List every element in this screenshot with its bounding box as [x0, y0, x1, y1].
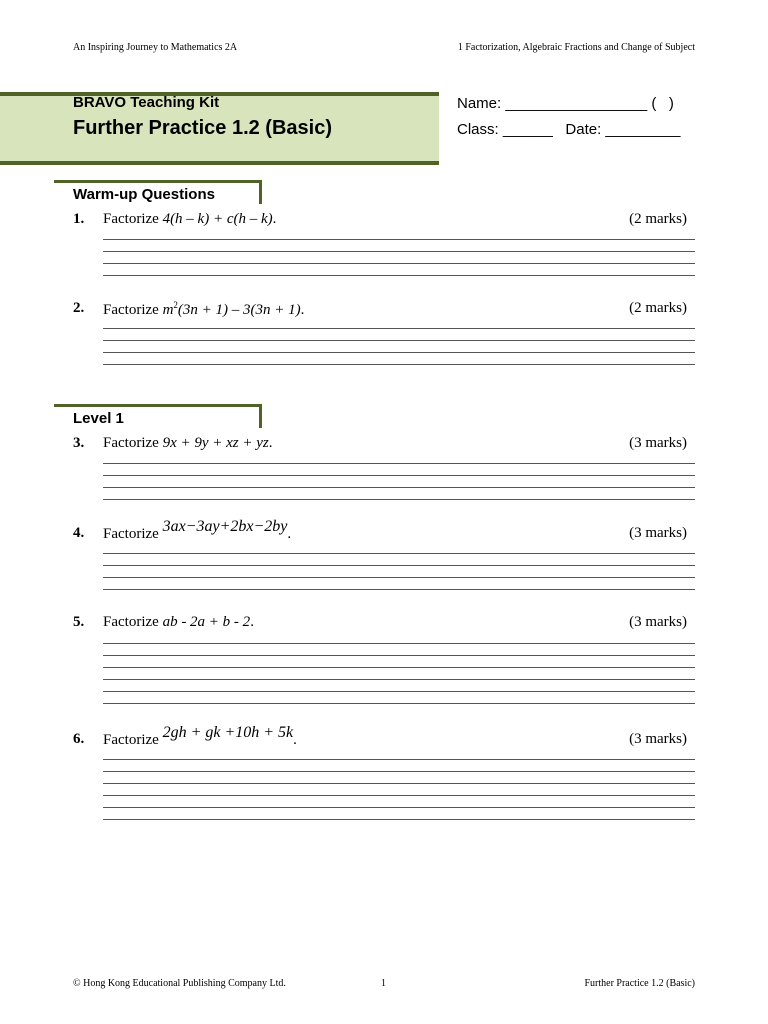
math-expression: (3n + 1) – 3(3n + 1)	[177, 302, 301, 318]
answer-lines[interactable]	[103, 542, 695, 590]
question-number: 1.	[73, 211, 85, 227]
running-header-right: 1 Factorization, Algebraic Fractions and Change of Subject	[457, 42, 695, 53]
math-expression: 3ax−3ay+2bx−2by	[162, 518, 288, 535]
question-text: Factorize 3ax−3ay+2bx−2by.	[103, 518, 292, 542]
question-text: Factorize $m^2(3n + 1) - 3(3n + 1)$.	[103, 300, 305, 318]
question-marks: (3 marks)	[629, 435, 687, 451]
question-number: 2.	[73, 300, 85, 316]
question-number: 3.	[73, 435, 85, 451]
question-number: 5.	[73, 614, 85, 630]
question-text: Factorize 4(h – k) + c(h – k).	[103, 211, 277, 227]
running-header-left: An Inspiring Journey to Mathematics 2A	[73, 42, 238, 53]
math-expression: 4(h – k) + c(h – k)	[162, 211, 273, 227]
math-expression: 9x + 9y + xz + yz	[162, 435, 269, 451]
question-number: 6.	[73, 731, 85, 747]
footer-copyright: © Hong Kong Educational Publishing Company Ltd.	[73, 978, 286, 989]
section-title-level1: Level 1	[73, 410, 124, 427]
question-marks: (2 marks)	[629, 300, 687, 316]
section-title-warmup: Warm-up Questions	[73, 186, 215, 203]
footer-title: Further Practice 1.2 (Basic)	[584, 978, 695, 989]
question-marks: (3 marks)	[629, 731, 687, 747]
class-date-field[interactable]: Class: ______ Date: _________	[457, 121, 681, 138]
question-text: Factorize ab - 2a + b - 2.	[103, 614, 254, 630]
answer-lines[interactable]	[103, 317, 695, 365]
answer-lines[interactable]	[103, 632, 695, 704]
math-expression: 2gh + gk +10h + 5k	[162, 724, 294, 741]
worksheet-title: Further Practice 1.2 (Basic)	[73, 117, 332, 139]
answer-lines[interactable]	[103, 228, 695, 276]
answer-lines[interactable]	[103, 452, 695, 500]
math-expression: ab - 2a + b - 2	[162, 614, 251, 630]
question-number: 4.	[73, 525, 85, 541]
question-marks: (3 marks)	[629, 525, 687, 541]
page-number: 1	[381, 978, 386, 989]
kit-name: BRAVO Teaching Kit	[73, 94, 220, 111]
question-marks: (3 marks)	[629, 614, 687, 630]
question-text: Factorize 2gh + gk +10h + 5k.	[103, 724, 297, 748]
name-field[interactable]: Name: _________________ ( )	[457, 95, 674, 112]
question-marks: (2 marks)	[629, 211, 687, 227]
question-text: Factorize 9x + 9y + xz + yz.	[103, 435, 273, 451]
answer-lines[interactable]	[103, 748, 695, 820]
